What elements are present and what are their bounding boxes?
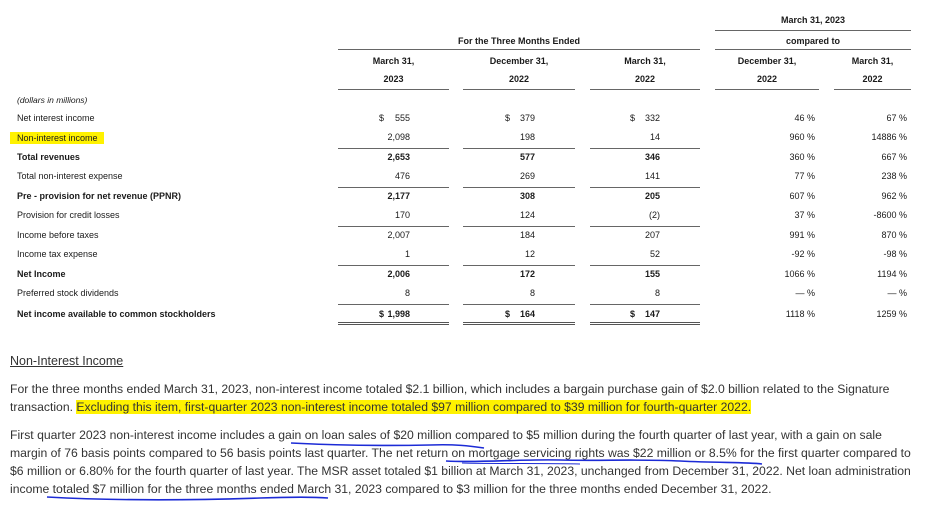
percent-change-cell: -8600 % — [873, 210, 907, 220]
percent-change-cell: 360 % — [789, 152, 815, 162]
value-cell: 124 — [519, 210, 535, 220]
column-header-5: March 31, 2022 — [851, 56, 894, 84]
column-header-2: December 31, 2022 — [489, 56, 549, 84]
percent-change-cell: 962 % — [881, 191, 907, 201]
comparison-group-header-line1: March 31, 2023 — [780, 15, 846, 25]
value-cell: 1 — [404, 249, 410, 259]
value-cell: 379 — [519, 113, 535, 123]
percent-change-cell: 1194 % — [877, 269, 907, 279]
ink-underline — [462, 463, 580, 464]
value-cell: 269 — [519, 171, 535, 181]
highlighted-sentence: Excluding this item, first-quarter 2023 non-interest income totaled $97 million compared to $39 million for fourth-quarter 2022. — [76, 400, 752, 414]
value-cell: 577 — [519, 152, 535, 162]
currency-symbol: $ — [505, 309, 511, 319]
value-cell: 332 — [644, 113, 660, 123]
row-label: Net Income — [17, 269, 66, 279]
value-cell: 164 — [519, 309, 535, 319]
currency-symbol: $ — [379, 113, 385, 123]
row-label: Income before taxes — [17, 230, 99, 240]
units-note: (dollars in millions) — [17, 95, 88, 105]
row-label: Non-interest income — [10, 132, 104, 144]
loan-admin-income-phrase: Net loan administration income totaled $7 million — [10, 464, 911, 496]
msr-return-phrase: net return on mortgage servicing rights was $22 million — [395, 446, 692, 460]
currency-symbol: $ — [505, 113, 511, 123]
percent-change-cell: 991 % — [789, 230, 815, 240]
value-cell: 8 — [529, 288, 535, 298]
row-label: Net interest income — [17, 113, 95, 123]
value-cell: 8 — [654, 288, 660, 298]
value-cell: 207 — [644, 230, 660, 240]
three-months-group-header: For the Three Months Ended — [457, 36, 580, 46]
currency-symbol: $ — [630, 309, 636, 319]
currency-symbol: $ — [379, 309, 385, 319]
row-label: Provision for credit losses — [17, 210, 120, 220]
value-cell: 172 — [519, 269, 535, 279]
row-label: Total non-interest expense — [17, 171, 123, 181]
value-cell: 346 — [644, 152, 660, 162]
paragraph-1-text: For the three months ended March 31, 2023, non-interest income totaled $2.1 billion, which includes a bargain purchase gain of $2.0 billion related to the Signature transaction. — [10, 382, 890, 414]
value-cell: 14 — [649, 132, 660, 142]
percent-change-cell: 870 % — [881, 230, 907, 240]
paragraph-2: First quarter 2023 non-interest income includes a gain on loan sales of $20 million compared to $5 million during the fourth quarter of last year, with a gain on sale margin of 76 basis points compared to 56 basis points last quarter. The net return on mortgage servicing rights was $22 million or 8.5% for the first quarter compared to $6 million or 6.80% for the fourth quarter of last year. The MSR asset totaled $1 billion at March 31, 2023, unchanged from December 31, 2022. Net loan administration income totaled $7 million for the three months ended March 31, 2023 compared to $3 million for the three months ended December 31, 2022. — [10, 428, 911, 496]
percent-change-cell: 238 % — [881, 171, 907, 181]
value-cell: 2,098 — [387, 132, 410, 142]
percent-change-cell: 667 % — [881, 152, 907, 162]
value-cell: 1,998 — [387, 309, 410, 319]
value-cell: 2,653 — [387, 152, 410, 162]
percent-change-cell: 1066 % — [784, 269, 815, 279]
ink-underline — [47, 497, 328, 500]
value-cell: 308 — [519, 191, 535, 201]
column-header-4: December 31, 2022 — [737, 56, 797, 84]
value-cell: 198 — [519, 132, 535, 142]
row-label: Pre - provision for net revenue (PPNR) — [17, 191, 182, 201]
value-cell: 205 — [644, 191, 660, 201]
comparison-group-header-line2: compared to — [785, 36, 840, 46]
percent-change-cell: — % — [887, 288, 907, 298]
value-cell: 12 — [524, 249, 535, 259]
value-cell: 2,177 — [387, 191, 410, 201]
value-cell: 555 — [394, 113, 410, 123]
row-label: Preferred stock dividends — [17, 288, 119, 298]
value-cell: 184 — [519, 230, 535, 240]
row-label: Net income available to common stockholders — [17, 309, 216, 319]
value-cell: 52 — [649, 249, 660, 259]
percent-change-cell: 14886 % — [871, 132, 907, 142]
currency-symbol: $ — [630, 113, 636, 123]
column-header-1: March 31, 2023 — [372, 56, 415, 84]
value-cell: 476 — [394, 171, 410, 181]
percent-change-cell: 37 % — [794, 210, 815, 220]
column-header-3: March 31, 2022 — [624, 56, 666, 84]
value-cell: 141 — [644, 171, 660, 181]
row-label: Total revenues — [17, 152, 80, 162]
ink-underline — [291, 443, 484, 448]
percent-change-cell: 1259 % — [876, 309, 907, 319]
section-title: Non-Interest Income — [10, 354, 124, 368]
percent-change-cell: — % — [795, 288, 815, 298]
value-cell: 170 — [394, 210, 410, 220]
percent-change-cell: 77 % — [794, 171, 815, 181]
percent-change-cell: 607 % — [789, 191, 815, 201]
percent-change-cell: -98 % — [883, 249, 907, 259]
row-label: Income tax expense — [17, 249, 98, 259]
value-cell: 2,006 — [387, 269, 410, 279]
value-cell: (2) — [649, 210, 660, 220]
value-cell: 2,007 — [387, 230, 410, 240]
percent-change-cell: 67 % — [886, 113, 907, 123]
percent-change-cell: 46 % — [794, 113, 815, 123]
value-cell: 8 — [404, 288, 410, 298]
percent-change-cell: -92 % — [791, 249, 815, 259]
gain-on-loan-sales-phrase: gain on loan sales of $20 million — [278, 428, 452, 442]
value-cell: 147 — [644, 309, 660, 319]
value-cell: 155 — [644, 269, 660, 279]
percent-change-cell: 960 % — [789, 132, 815, 142]
percent-change-cell: 1118 % — [785, 309, 815, 319]
